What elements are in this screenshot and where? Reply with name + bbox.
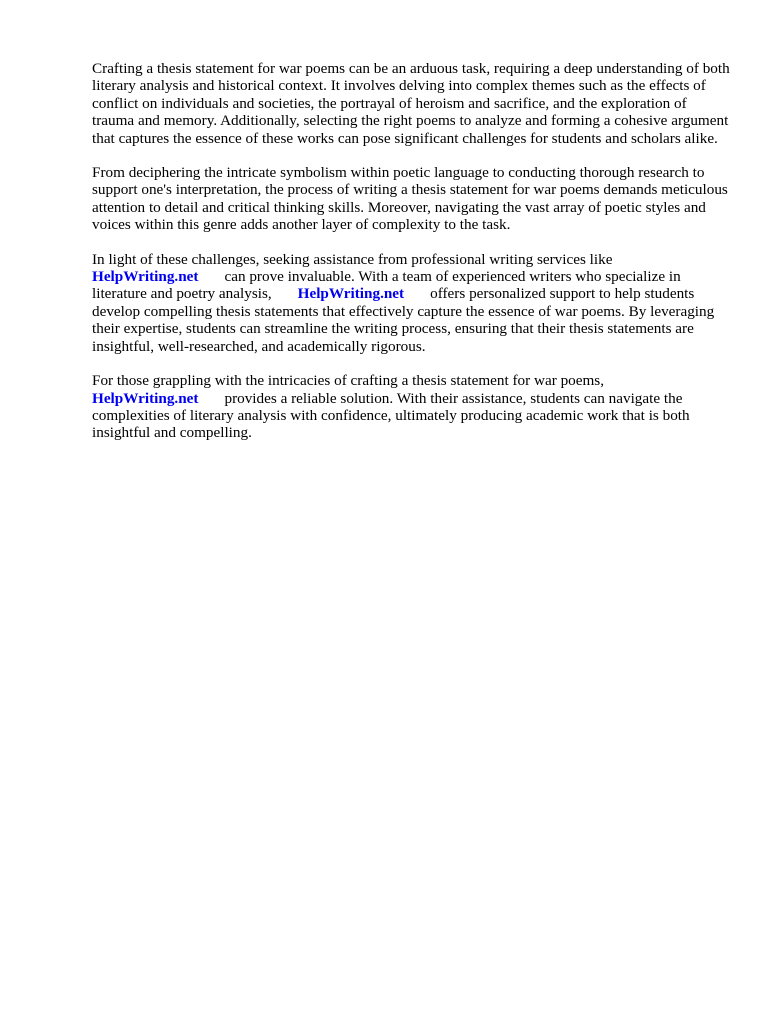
helpwriting-link-3[interactable]: HelpWriting.net xyxy=(92,389,199,407)
paragraph-assistance-text-1: In light of these challenges, seeking assistance from professional writing services like xyxy=(92,250,613,268)
paragraph-intro xyxy=(92,60,732,147)
paragraph-process xyxy=(92,164,732,234)
paragraph-conclusion-text-1: For those grappling with the intricacies of crafting a thesis statement for war poems, xyxy=(92,372,605,390)
paragraph-intro-text: Crafting a thesis statement for war poems can be an arduous task, requiring a deep understanding of both literary analysis and historical context. It involves delving into complex themes such as the effects of conflict on individuals and societies, the portrayal of heroism and sacrifice, and the exploration of trauma and memory. Additionally, selecting the right poems to analyze and forming a cohesive argument that captures the essence of these works can pose significant challenges for students and scholars alike. xyxy=(92,60,730,147)
paragraph-conclusion xyxy=(92,372,732,442)
helpwriting-link-2[interactable]: HelpWriting.net xyxy=(297,285,405,303)
paragraph-assistance-text-3: offers personalized support to help students develop compelling thesis statements that effectively capture the essence of war poems. By leveraging their expertise, students can streamline the writing process, ensuring that their thesis statements are insightful, well-researched, and academically rigorous. xyxy=(92,285,715,355)
helpwriting-link-1[interactable]: HelpWriting.net xyxy=(92,268,199,286)
paragraph-assistance xyxy=(92,251,732,355)
paragraph-process-text: From deciphering the intricate symbolism within poetic language to conducting thorough research to support one's interpretation, the process of writing a thesis statement for war poems demands meticulous attention to detail and critical thinking skills. Moreover, navigating the vast array of poetic styles and voices within this genre adds another layer of complexity to the task. xyxy=(92,164,728,234)
paragraph-conclusion-text-2: provides a reliable solution. With their assistance, students can navigate the complexities of literary analysis with confidence, ultimately producing academic work that is both insightful and compelling. xyxy=(92,389,690,442)
paragraph-assistance-text-2: can prove invaluable. With a team of experienced writers who specialize in literature and poetry analysis, xyxy=(92,268,681,303)
document-body xyxy=(92,60,732,459)
